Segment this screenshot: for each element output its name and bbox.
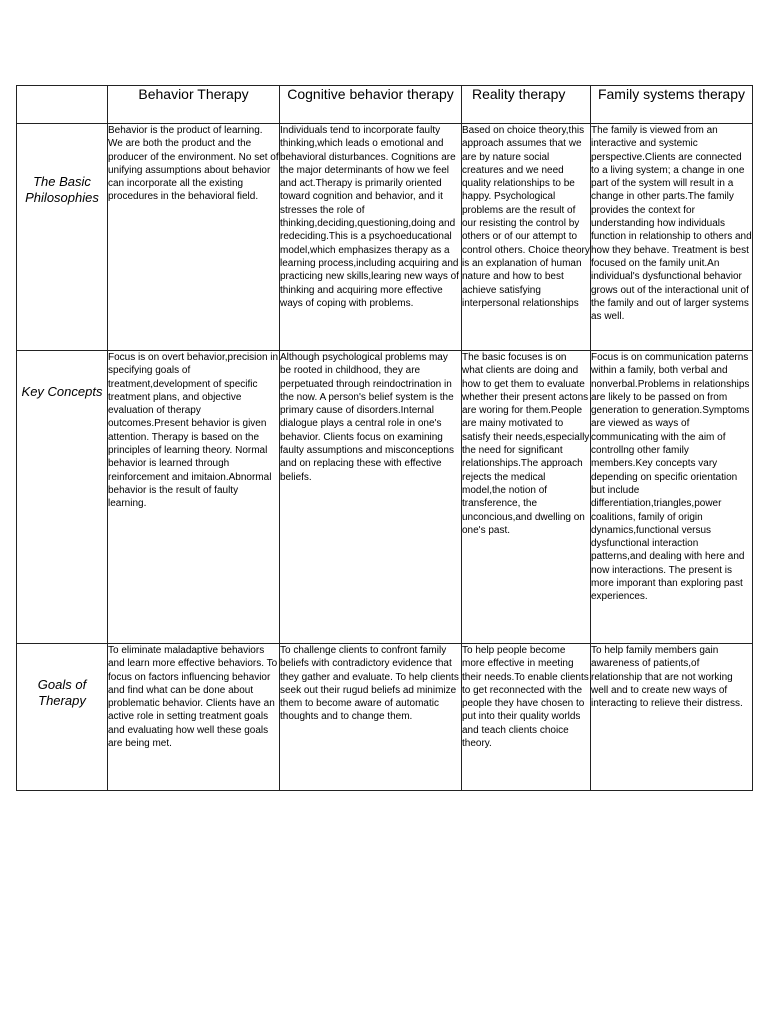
- cell-text: Although psychological problems may be rooted in childhood, they are perpetuated through reindoctrination in the now. A person's belief system is the primary cause of disorders.Internal dialogue plays a central role in one's behavior. Clients focus on examining faulty assumptions and misconceptions and on replacing these with effective beliefs.: [280, 352, 454, 483]
- cell-text: The basic focuses is on what clients are doing and how to get them to evaluate whether their present actons are woring for them.People are mainy motivated to satisfy their needs,especially the need for significant relationships.The approach rejects the medical model,the notion of transference, the unconcious,and dwelling on one's past.: [462, 352, 590, 536]
- table-cell: [591, 124, 753, 351]
- cell-text: Based on choice theory,this approach assumes that we are by nature social creatures and we need quality relationships to be happy. Psychological problems are the result of our resisting the control by others or of our attempt to control others. Choice theory is an explanation of human nature and how to best achieve satisfying interpersonal relationships: [462, 125, 590, 309]
- table-cell: [591, 644, 753, 791]
- row-label-key-concepts: Key Concepts: [17, 351, 108, 644]
- cell-text: Focus is on communication paterns within a family, both verbal and nonverbal.Problems in relationships are likely to be passed on from generation to generation.Symptoms are viewed as ways of communicating with the aim of controllng other family members.Key concepts vary depending on specific orientation but include differentiation,triangles,power coalitions, family of origin dynamics,functional versus dysfunctional interaction patterns,and dealing with here and now interactions. The present is more imporant than exploring past experiences.: [591, 352, 750, 603]
- column-header-cognitive-behavior-therapy: Cognitive behavior therapy: [280, 86, 462, 124]
- cell-text: To help family members gain awareness of patients,of relationship that are not working well and to create new ways of interacting to relieve their distress.: [591, 645, 743, 710]
- table-cell: [280, 644, 462, 791]
- column-header-family-systems-therapy: Family systems therapy: [591, 86, 753, 124]
- table-cell: [280, 124, 462, 351]
- table-row: [17, 124, 753, 351]
- table-cell: [462, 124, 591, 351]
- column-header-behavior-therapy: Behavior Therapy: [108, 86, 280, 124]
- row-label-basic-philosophies: The Basic Philosophies: [17, 124, 108, 351]
- cell-text: To challenge clients to confront family beliefs with contradictory evidence that they gather and evaluate. To help clients seek out their rugud beliefs ad minimize them to become aware of automatic thoughts and to change them.: [280, 645, 459, 723]
- cell-text: Individuals tend to incorporate faulty thinking,which leads o emotional and behavioral disturbances. Cognitions are the major determinants of how we feel and act.Therapy is primarily oriented toward cognition and behavior, and it stresses the role of thinking,deciding,questioning,doing and redeciding.This is a psychoeducational model,which emphasizes therapy as a learning process,including acquiring and practicing new skills,learing new ways of thinking and acquiring more effective ways of coping with problems.: [280, 125, 459, 309]
- cell-text: To help people become more effective in meeting their needs.To enable clients to get reconnected with the people they have chosen to put into their quality worlds and teach clients choice theory.: [462, 645, 589, 750]
- cell-text: Focus is on overt behavior,precision in specifying goals of treatment,development of specific treatment plans, and objective evaluation of therapy outcomes.Present behavior is given attention. Therapy is based on the principles of learning theory. Normal behavior is learned through reinforcement and imitaion.Abnormal behavior is the result of faulty learning.: [108, 352, 279, 510]
- row-label-goals-of-therapy: Goals of Therapy: [17, 644, 108, 791]
- header-row: [17, 86, 753, 124]
- table-cell: [462, 351, 591, 644]
- table-cell: [591, 351, 753, 644]
- table-row: [17, 351, 753, 644]
- table-cell: [280, 351, 462, 644]
- table-cell: [108, 124, 280, 351]
- therapy-comparison-table: [16, 85, 753, 791]
- table-cell: [462, 644, 591, 791]
- table-row: [17, 644, 753, 791]
- table-cell: [108, 351, 280, 644]
- corner-cell: [17, 86, 108, 124]
- cell-text: Behavior is the product of learning. We are both the product and the producer of the environment. No set of unifying assumptions about behavior can incorporate all the existing procedures in the behavioral field.: [108, 125, 279, 203]
- table-cell: [108, 644, 280, 791]
- column-header-reality-therapy: Reality therapy: [462, 86, 591, 124]
- cell-text: The family is viewed from an interactive and systemic perspective.Clients are connected to a living system; a change in one part of the system will result in a change in other parts.The family provides the context for understanding how individuals function in relationship to others and how they behave. Treatment is best focused on the family unit.An individual's dysfunctional behavior grows out of the interactional unit of the family and out of larger systems as well.: [591, 125, 752, 323]
- cell-text: To eliminate maladaptive behaviors and learn more effective behaviors. To focus on factors influencing behavior and find what can be done about problematic behavior. Clients have an active role in setting treatment goals and evaluating how well these goals are being met.: [108, 645, 278, 750]
